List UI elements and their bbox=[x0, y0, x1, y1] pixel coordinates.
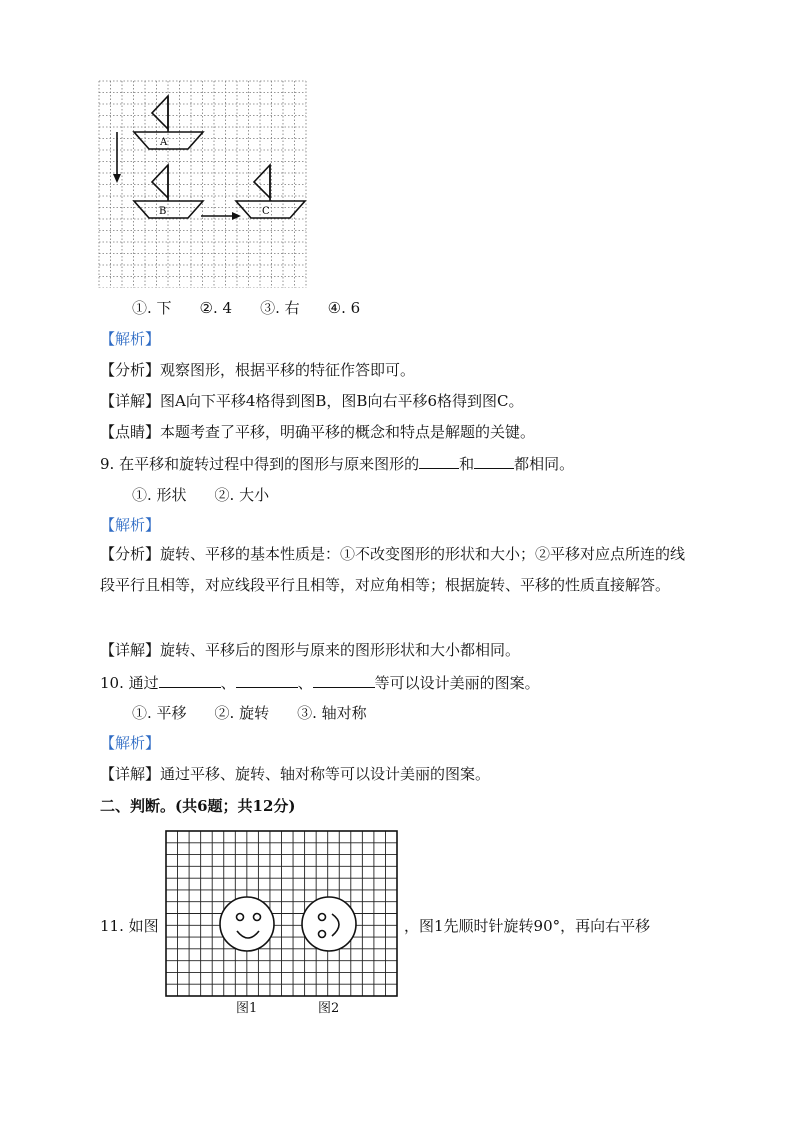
q10-xiangjie: 【详解】通过平移、旋转、轴对称等可以设计美丽的图案。 bbox=[100, 765, 491, 783]
q11-stem-b: ，图1先顺时针旋转90°，再向右平移 bbox=[404, 917, 651, 935]
q8-xiangjie: 【详解】图A向下平移4格得到图B，图B向右平移6格得到图C。 bbox=[100, 392, 524, 410]
q8-option: ②. 4 bbox=[199, 299, 233, 317]
q11-stem-a: 11. 如图 bbox=[100, 917, 159, 935]
boat-b-sail bbox=[152, 165, 168, 198]
q10-options bbox=[132, 703, 395, 723]
boat-translation-figure bbox=[98, 80, 308, 288]
q8-dianjing: 【点睛】本题考查了平移，明确平移的概念和特点是解题的关键。 bbox=[100, 423, 536, 441]
face-2 bbox=[302, 897, 356, 951]
q10-option: ②. 旋转 bbox=[214, 704, 270, 722]
q10-option: ①. 平移 bbox=[132, 704, 187, 722]
face-1-eye bbox=[254, 914, 261, 921]
q9-option: ②. 大小 bbox=[214, 486, 270, 504]
q10-stem: 10. 通过 、 、 等可以设计美丽的图案。 bbox=[100, 674, 540, 692]
fig1-label: 图1 bbox=[236, 1001, 258, 1016]
q10-analysis-tag: 【解析】 bbox=[100, 734, 161, 752]
q8-option: ④. 6 bbox=[327, 299, 361, 317]
boat-c-label: C bbox=[262, 206, 270, 217]
q9-options bbox=[132, 485, 297, 505]
q9-xiangjie: 【详解】旋转、平移后的图形与原来的图形形状和大小都相同。 bbox=[100, 641, 521, 659]
boat-c-sail bbox=[254, 165, 270, 198]
boat-b-label: B bbox=[159, 206, 167, 217]
boat-a-hull bbox=[134, 132, 203, 149]
face-2-eye bbox=[319, 931, 326, 938]
q8-option: ③. 右 bbox=[260, 299, 300, 317]
q8-options bbox=[132, 298, 388, 318]
q10-option: ③. 轴对称 bbox=[297, 704, 367, 722]
face-rotation-figure bbox=[165, 830, 399, 998]
q8-option: ①. 下 bbox=[132, 299, 172, 317]
q9-stem: 9. 在平移和旋转过程中得到的图形与原来图形的 和 都相同。 bbox=[100, 455, 575, 473]
boat-a-sail bbox=[152, 96, 168, 129]
section-title: 二、判断。(共6题；共12分) bbox=[100, 797, 296, 815]
fig2-label: 图2 bbox=[318, 1001, 340, 1016]
q8-analysis-tag: 【解析】 bbox=[100, 330, 161, 348]
q8-fenxi: 【分析】观察图形，根据平移的特征作答即可。 bbox=[100, 361, 416, 379]
face-1-eye bbox=[237, 914, 244, 921]
q9-fenxi: 【分析】旋转、平移的基本性质是：①不改变图形的形状和大小；②平移对应点所连的线段平行且相等，对应线段平行且相等，对应角相等；根据旋转、平移的性质直接解答。 bbox=[100, 545, 686, 594]
face-1 bbox=[220, 897, 274, 951]
q9-option: ①. 形状 bbox=[132, 486, 187, 504]
boat-b-hull bbox=[134, 201, 203, 218]
boat-a-label: A bbox=[160, 137, 168, 148]
face-2-eye bbox=[319, 914, 326, 921]
q9-analysis-tag: 【解析】 bbox=[100, 516, 161, 534]
